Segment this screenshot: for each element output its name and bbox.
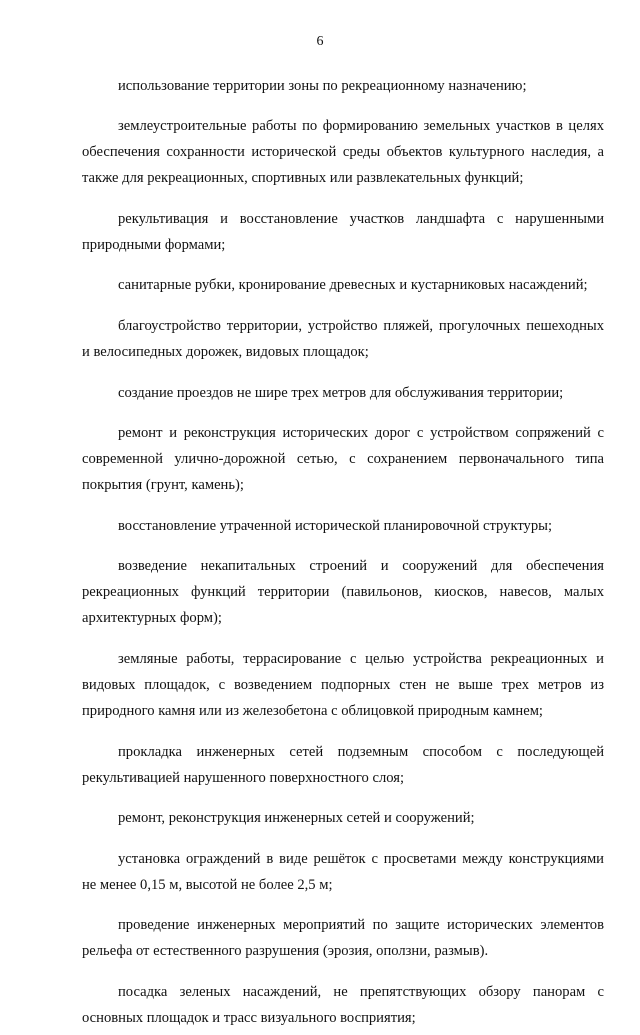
paragraph: землеустроительные работы по формированию земельных участков в целях обеспечения сохранности исторической среды объектов культурного наследия, а также для рекреационных, спортивных или развлекательных функций;: [82, 118, 604, 187]
paragraph: установка ограждений в виде решёток с просветами между конструкциями не менее 0,15 м, высотой не более 2,5 м;: [82, 850, 604, 893]
paragraph: прокладка инженерных сетей подземным способом с последующей рекультивацией нарушенного поверхностного слоя;: [82, 743, 604, 786]
paragraph: создание проездов не шире трех метров для обслуживания территории;: [118, 384, 564, 401]
paragraph: использование территории зоны по рекреационному назначению;: [118, 77, 527, 94]
paragraph: рекультивация и восстановление участков ландшафта с нарушенными природными формами;: [82, 210, 604, 253]
paragraph: санитарные рубки, кронирование древесных и кустарниковых насаждений;: [118, 277, 588, 294]
paragraph: восстановление утраченной исторической планировочной структуры;: [118, 517, 552, 534]
page-number: 6: [316, 34, 324, 49]
paragraph: благоустройство территории, устройство пляжей, прогулочных пешеходных и велосипедных дорожек, видовых площадок;: [82, 317, 604, 360]
document-body: [82, 58, 604, 1035]
paragraph: возведение некапитальных строений и сооружений для обеспечения рекреационных функций территории (павильонов, киосков, навесов, малых архитектурных форм);: [82, 558, 604, 627]
paragraph: ремонт и реконструкция исторических дорог с устройством сопряжений с современной улично-дорожной сетью, с сохранением первоначального типа покрытия (грунт, камень);: [82, 425, 604, 494]
paragraph: посадка зеленых насаждений, не препятствующих обзору панорам с основных площадок и трасс визуального восприятия;: [82, 983, 604, 1026]
paragraph: ремонт, реконструкция инженерных сетей и сооружений;: [118, 810, 475, 827]
paragraph: земляные работы, террасирование с целью устройства рекреационных и видовых площадок, с возведением подпорных стен не выше трех метров из природного камня или из железобетона с облицовкой природным камнем;: [82, 650, 604, 719]
paragraph: проведение инженерных мероприятий по защите исторических элементов рельефа от естественного разрушения (эрозия, оползни, размыв).: [82, 917, 604, 960]
